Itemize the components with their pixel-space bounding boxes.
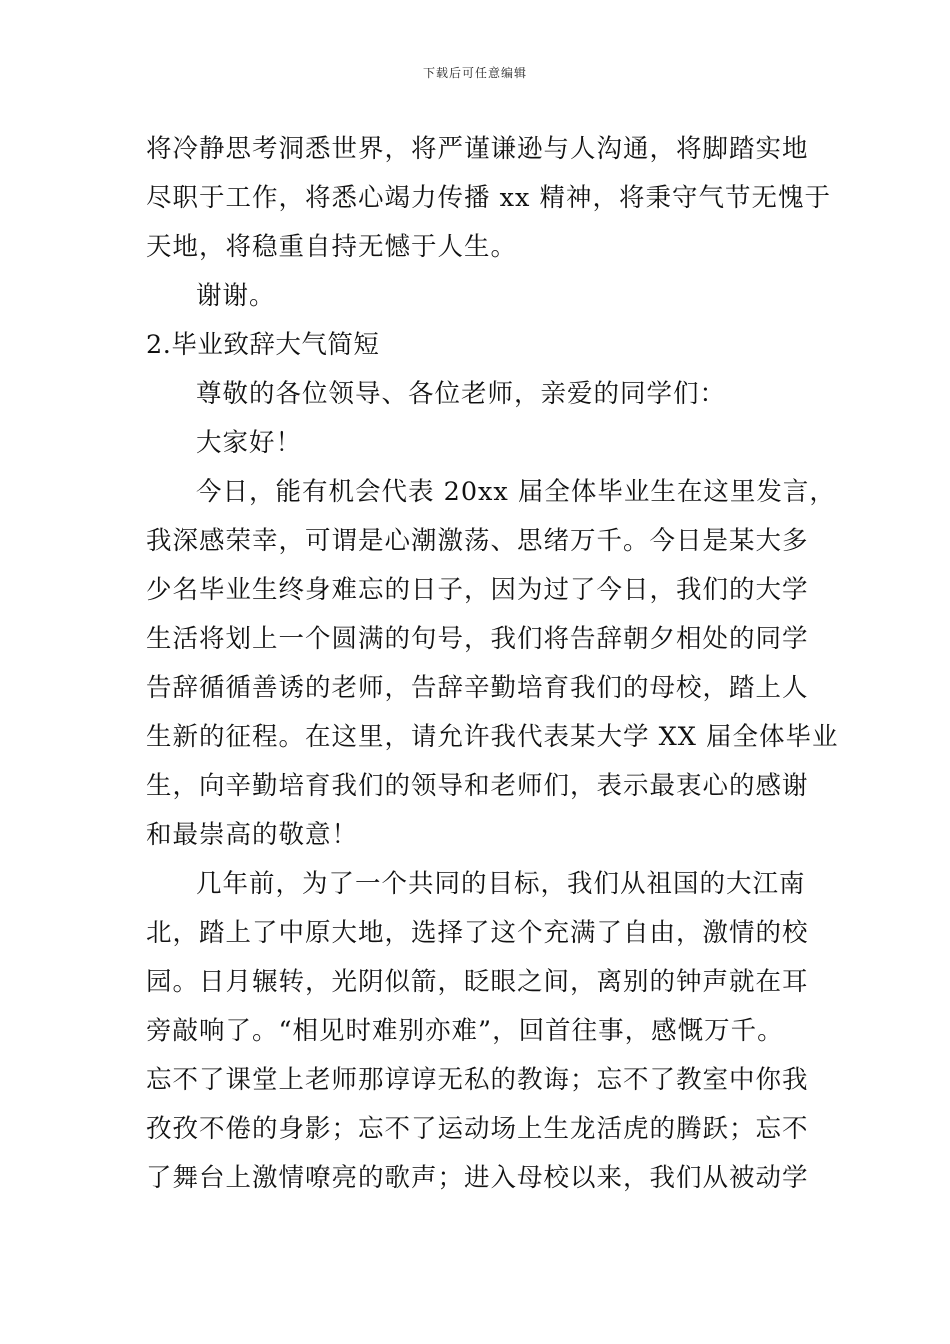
document-body	[146, 125, 839, 1203]
text-line: 和最崇高的敬意！	[146, 820, 359, 850]
text-line: 北，踏上了中原大地，选择了这个充满了自由，激情的校	[146, 918, 809, 948]
greeting-line: 大家好！	[196, 428, 303, 458]
paragraph-memories	[146, 860, 811, 1203]
text-line: 今日，能有机会代表 20xx 届全体毕业生在这里发言，	[196, 477, 836, 507]
section-heading: 2.毕业致辞大气简短	[146, 330, 380, 360]
text-line: 少名毕业生终身难忘的日子，因为过了今日，我们的大学	[146, 575, 809, 605]
salutation-line: 尊敬的各位领导、各位老师，亲爱的同学们：	[196, 379, 727, 409]
text-line: 生，向辛勤培育我们的领导和老师们，表示最衷心的感谢	[146, 771, 809, 801]
text-line: 尽职于工作，将悉心竭力传播 xx 精神，将秉守气节无愧于	[146, 183, 831, 213]
text-line: 园。日月辗转，光阴似箭，眨眼之间，离别的钟声就在耳	[146, 967, 809, 997]
page-header-note: 下载后可任意编辑	[422, 66, 527, 80]
text-line: 天地，将稳重自持无憾于人生。	[146, 232, 518, 262]
text-line: 了舞台上激情嘹亮的歌声；进入母校以来，我们从被动学	[146, 1163, 809, 1193]
text-line: 几年前，为了一个共同的目标，我们从祖国的大江南	[196, 869, 806, 899]
text-line: 告辞循循善诱的老师，告辞辛勤培育我们的母校，踏上人	[146, 673, 809, 703]
paragraph-closing	[146, 125, 831, 272]
text-line: 将冷静思考洞悉世界，将严谨谦逊与人沟通，将脚踏实地	[146, 134, 809, 164]
text-line: 生新的征程。在这里，请允许我代表某大学 XX 届全体毕业	[146, 722, 839, 752]
text-line: 生活将划上一个圆满的句号，我们将告辞朝夕相处的同学	[146, 624, 809, 654]
text-line: 旁敲响了。“相见时难别亦难”，回首往事，感慨万千。	[146, 1016, 784, 1046]
thanks-line: 谢谢。	[196, 281, 276, 311]
paragraph-speech-intro	[146, 468, 839, 860]
text-line: 孜孜不倦的身影；忘不了运动场上生龙活虎的腾跃；忘不	[146, 1114, 809, 1144]
text-line: 忘不了课堂上老师那谆谆无私的教诲；忘不了教室中你我	[146, 1065, 809, 1095]
text-line: 我深感荣幸，可谓是心潮激荡、思绪万千。今日是某大多	[146, 526, 809, 556]
